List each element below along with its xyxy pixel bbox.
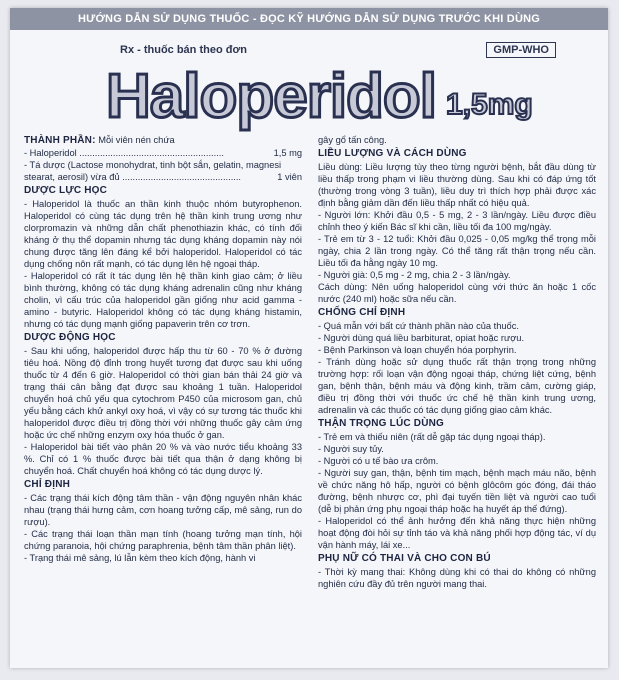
- product-dose: 1,5mg: [446, 88, 533, 121]
- product-name: Haloperidol: [106, 62, 437, 131]
- precautions-item: - Người suy tủy.: [318, 444, 384, 454]
- composition-line: - Tá dược (Lactose monohydrat, tinh bột sắn, gelatin, magnesi: [24, 160, 282, 170]
- indications-paragraph: - Các trạng thái loạn thần mạn tính (hoang tưởng mạn tính, hội chứng paranoia, hội chứng paraphrenia, bệnh tâm thần phân liệt).: [24, 529, 302, 551]
- precautions-item: - Trẻ em và thiếu niên (rất dễ gặp tác dụng ngoại tháp).: [318, 432, 546, 442]
- precautions-item: - Người suy gan, thận, bệnh tim mạch, bệnh mạch máu não, bệnh về chức năng hô hấp, người có bệnh glôcôm góc đóng, đái tháo đường, bệnh nhược cơ, phì đại tuyến tiền liệt và người cao tuổi (dễ bị phản ứng phụ ngoại tháp hoặc hạ huyết áp thế đứng).: [318, 468, 596, 514]
- precautions-item: - Haloperidol có thể ảnh hưởng đến khả năng thực hiện những hoạt động đòi hỏi sự tỉnh táo và khả năng phối hợp động tác, ví dụ vận hành máy, lái xe...: [318, 516, 596, 550]
- pharmacology-paragraph: - Haloperidol có rất ít tác dụng lên hệ thần kinh giao cảm; ở liều bình thường, không có tác dụng kháng adrenalin cũng như kháng cholin, vì cấu trúc của haloperidol gần giống như acid gamma - amino - butyric. Haloperidol không có tác dụng kháng histamin, nhưng có tác dụng mạnh giống papaverin trên cơ trơn.: [24, 271, 302, 329]
- precautions-item: - Người có u tế bào ưa crôm.: [318, 456, 439, 466]
- gmp-badge: GMP-WHO: [486, 42, 556, 58]
- indications-paragraph: - Trạng thái mê sảng, lú lẫn kèm theo kích động, hành vi: [24, 553, 256, 563]
- contraindications-item: - Tránh dùng hoặc sử dụng thuốc rất thận trọng trong những trường hợp: rối loạn vận động ngoại tháp, chứng liệt cứng, bệnh gan, bệnh thận, bệnh máu và động kinh, trầm cảm, cường giáp, điều trị đồng thời với thuốc ức chế hệ thần kinh trung ương, adrenalin và các thuốc có tác dụng giống giao cảm khác.: [318, 357, 596, 415]
- ingredient-name: - Haloperidol ........................................................: [24, 148, 224, 158]
- pharmacokinetics-paragraph: - Sau khi uống, haloperidol được hấp thu từ 60 - 70 % ở đường tiêu hoá. Nồng độ đỉnh trong huyết tương đạt được sau khi uống thuốc từ 4 đến 6 giờ. Haloperidol có thời gian bán thải 24 giờ và trạng thái cân bằng đạt được sau khoảng 1 tuần. Haloperidol chuyển hoá chủ yếu qua cytochrom P450 của microsom gan, chủ yếu bằng cách khử ankyl oxy hoá, vì vậy có sự tương tác thuốc khi haloperidol được điều trị đồng thời với những thuốc gây cảm ứng hoặc ức chế những enzym oxy hóa thuốc ở gan.: [24, 346, 302, 440]
- prescription-note: Rx - thuốc bán theo đơn: [120, 44, 247, 56]
- dosage-paragraph: Liều dùng: Liều lượng tùy theo từng người bệnh, bắt đầu dùng từ liều thấp trong phạm vi liều thường dùng. Sau khi có đáp ứng tốt (thường trong vòng 3 tuần), liều duy trì thích hợp phải được xác định bằng giảm dần đến liều thấp nhất có hiệu quả.: [318, 162, 596, 208]
- pregnancy-title: PHỤ NỮ CÓ THAI VÀ CHO CON BÚ: [318, 553, 491, 564]
- contraindications-item: - Bệnh Parkinson và loạn chuyển hóa porphyrin.: [318, 345, 517, 355]
- composition-line: [24, 171, 302, 183]
- dosage-paragraph: - Người già: 0,5 mg - 2 mg, chia 2 - 3 lần/ngày.: [318, 270, 511, 280]
- ingredient-amount: 1,5 mg: [273, 148, 302, 158]
- pregnancy-paragraph: - Thời kỳ mang thai: Không dùng khi có thai do không có những nghiên cứu đầy đủ trên người mang thai.: [318, 567, 596, 589]
- product-brand: [106, 54, 533, 131]
- pharmacokinetics-paragraph: - Haloperidol bài tiết vào phân 20 % và vào nước tiểu khoảng 33 %. Chỉ có 1 % thuốc được bài tiết qua thận ở dạng không bị chuyển hoá. Chất chuyển hoá không có tác dụng dược lý.: [24, 442, 302, 476]
- leaflet-sheet: [10, 8, 608, 668]
- pharmacology-title: DƯỢC LỰC HỌC: [24, 185, 108, 196]
- excipient-name: stearat, aerosil) vừa đủ ..............................................: [24, 172, 242, 182]
- precautions-title: THẬN TRỌNG LÚC DÙNG: [318, 418, 445, 429]
- contraindications-title: CHỐNG CHỈ ĐỊNH: [318, 307, 406, 318]
- indications-paragraph: - Các trạng thái kích động tâm thần - vận động nguyên nhân khác nhau (trạng thái hưng cảm, cơn hoang tưởng cấp, mê sảng, run do rượu).: [24, 493, 302, 527]
- indications-continued: gây gổ tấn công.: [318, 135, 387, 145]
- composition-heading-line: [24, 134, 302, 147]
- composition-title: THÀNH PHẦN:: [24, 135, 96, 146]
- dosage-title: LIỀU LƯỢNG VÀ CÁCH DÙNG: [318, 148, 467, 159]
- right-column: [318, 134, 596, 590]
- dosage-paragraph: Cách dùng: Nên uống haloperidol cùng với thức ăn hoặc 1 cốc nước (240 ml) hoặc sữa nếu cần.: [318, 282, 596, 304]
- leaflet-body: [24, 134, 598, 662]
- dosage-paragraph: - Trẻ em từ 3 - 12 tuổi: Khởi đầu 0,025 - 0,05 mg/kg thể trọng mỗi ngày, chia 2 lần trong ngày. Có thể tăng rất thận trọng nếu cần. Liều tối đa hằng ngày 10 mg.: [318, 234, 596, 268]
- left-column: [24, 134, 302, 564]
- dosage-paragraph: - Người lớn: Khởi đầu 0,5 - 5 mg, 2 - 3 lần/ngày. Liều được điều chỉnh theo ý kiến Bác sĩ khi cần, liều tối đa 100 mg/ngày.: [318, 210, 596, 232]
- composition-intro: Mỗi viên nén chứa: [95, 135, 175, 145]
- excipient-amount: 1 viên: [277, 172, 302, 182]
- pharmacology-paragraph: - Haloperidol là thuốc an thần kinh thuộc nhóm butyrophenon. Haloperidol có cùng tác dụng trên hệ thần kinh trung ương như clorpromazin và những dẫn chất phenothiazin khác, có tính đối kháng ở thụ thể dopamin nhưng tác dụng kháng dopamin này nói chung được tăng lên đáng kể bởi haloperidol. Haloperidol có tác dụng chống nôn rất mạnh, có tác dụng lên hệ ngoại tháp.: [24, 199, 302, 269]
- contraindications-item: - Người dùng quá liều barbiturat, opiat hoặc rượu.: [318, 333, 525, 343]
- pharmacokinetics-title: DƯỢC ĐỘNG HỌC: [24, 332, 116, 343]
- contraindications-item: - Quá mẫn với bất cứ thành phần nào của thuốc.: [318, 321, 519, 331]
- warning-banner: HƯỚNG DẪN SỬ DỤNG THUỐC - ĐỌC KỸ HƯỚNG DẪN SỬ DỤNG TRƯỚC KHI DÙNG: [10, 8, 608, 30]
- indications-title: CHỈ ĐỊNH: [24, 479, 71, 490]
- composition-line: [24, 147, 302, 159]
